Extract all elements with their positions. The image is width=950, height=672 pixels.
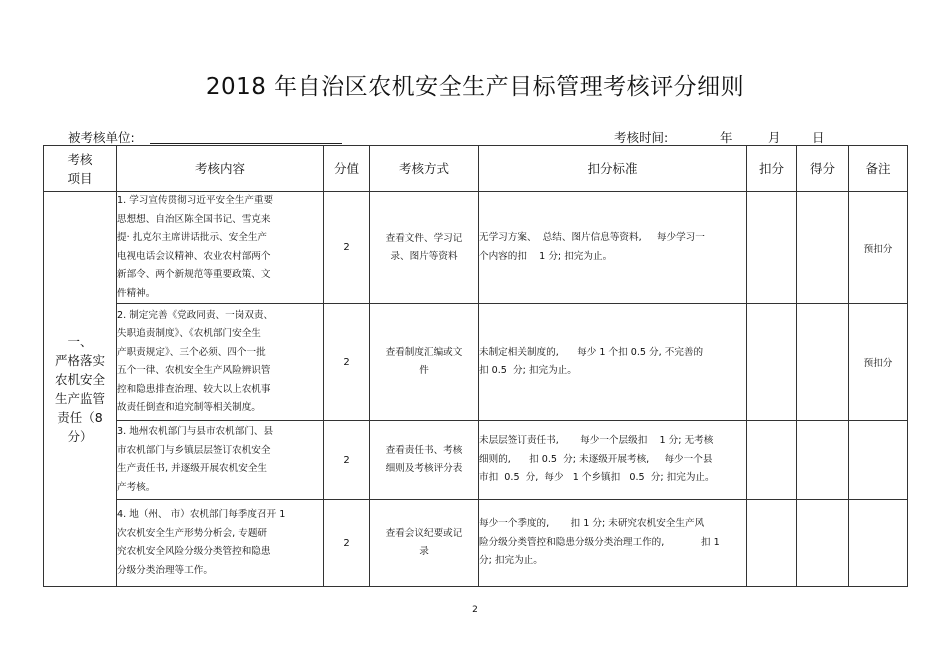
remark-cell: 预扣分 <box>849 304 908 421</box>
header-got: 得分 <box>797 146 849 192</box>
score-cell: 2 <box>324 421 370 500</box>
got-cell[interactable] <box>797 192 849 304</box>
table-row <box>44 192 908 304</box>
method-cell: 查看文件、学习记 录、图片等资料 <box>370 192 479 304</box>
score-cell: 2 <box>324 192 370 304</box>
got-cell[interactable] <box>797 421 849 500</box>
content-cell: 2. 制定完善《党政同责、一岗双责、 失职追责制度》、《农机部门安全生 产职责规定》、三个必须、四个一批 五个一律、农机安全生产风险辨识管 控和隐患排查治理、较大以上农机事 故责任倒查和追究制等相关制度。 <box>117 304 324 421</box>
content-cell: 4. 地（州、 市）农机部门每季度召开 1 次农机安全生产形势分析会, 专题研 究农机安全风险分级分类管控和隐患 分级分类治理等工作。 <box>117 500 324 587</box>
scoring-table <box>43 145 908 587</box>
day-label: 日 <box>812 130 825 145</box>
method-cell: 查看会议纪要或记 录 <box>370 500 479 587</box>
header-deduct: 扣分 <box>747 146 797 192</box>
header-remark: 备注 <box>849 146 908 192</box>
criteria-cell: 每少一个季度的, 扣 1 分; 未研究农机安全生产风 险分级分类管控和隐患分级分类治理工作的, 扣 1 分; 扣完为止。 <box>479 500 747 587</box>
got-cell[interactable] <box>797 304 849 421</box>
deduct-cell[interactable] <box>747 421 797 500</box>
deduct-cell[interactable] <box>747 304 797 421</box>
table-row <box>44 500 908 587</box>
remark-cell <box>849 500 908 587</box>
score-cell: 2 <box>324 500 370 587</box>
page-number: 2 <box>472 605 478 615</box>
got-cell[interactable] <box>797 500 849 587</box>
header-criteria: 扣分标准 <box>479 146 747 192</box>
method-cell: 查看制度汇编或文 件 <box>370 304 479 421</box>
score-cell: 2 <box>324 304 370 421</box>
header-item: 考核 项目 <box>44 146 117 192</box>
document-title: 2018 年自治区农机安全生产目标管理考核评分细则 <box>205 74 745 100</box>
category-cell: 一、 严格落实 农机安全 生产监管 责任（8 分） <box>44 192 117 587</box>
remark-cell <box>849 421 908 500</box>
content-cell: 3. 地州农机部门与县市农机部门、县 市农机部门与乡镇层层签订农机安全 生产责任书, 并逐级开展农机安全生 产考核。 <box>117 421 324 500</box>
table-row <box>44 304 908 421</box>
month-label: 月 <box>768 130 781 145</box>
header-score: 分值 <box>324 146 370 192</box>
header-content: 考核内容 <box>117 146 324 192</box>
header-method: 考核方式 <box>370 146 479 192</box>
deduct-cell[interactable] <box>747 500 797 587</box>
method-cell: 查看责任书、考核 细则及考核评分表 <box>370 421 479 500</box>
deduct-cell[interactable] <box>747 192 797 304</box>
header-row <box>44 146 908 192</box>
unit-label: 被考核单位: <box>68 130 135 145</box>
remark-cell: 预扣分 <box>849 192 908 304</box>
criteria-cell: 未层层签订责任书, 每少一个层级扣 1 分; 无考核 细则的, 扣 0.5 分; 未逐级开展考核, 每少一个县 市扣 0.5 分, 每少 1 个乡镇扣 0.5 分; 扣完为止。 <box>479 421 747 500</box>
table-row <box>44 421 908 500</box>
time-label: 考核时间: <box>614 130 669 145</box>
year-label: 年 <box>720 130 733 145</box>
content-cell: 1. 学习宣传贯彻习近平安全生产重要 思想想、自治区陈全国书记、雪克来 提· 扎克尔主席讲话批示、安全生产 电视电话会议精神、农业农村部两个 新部令、两个新规范等重要政策、文 件精神。 <box>117 192 324 304</box>
criteria-cell: 未制定相关制度的, 每少 1 个扣 0.5 分, 不完善的 扣 0.5 分; 扣完为止。 <box>479 304 747 421</box>
criteria-cell: 无学习方案、 总结、图片信息等资料, 每少学习一 个内容的扣 1 分; 扣完为止。 <box>479 192 747 304</box>
unit-underline <box>150 143 342 144</box>
